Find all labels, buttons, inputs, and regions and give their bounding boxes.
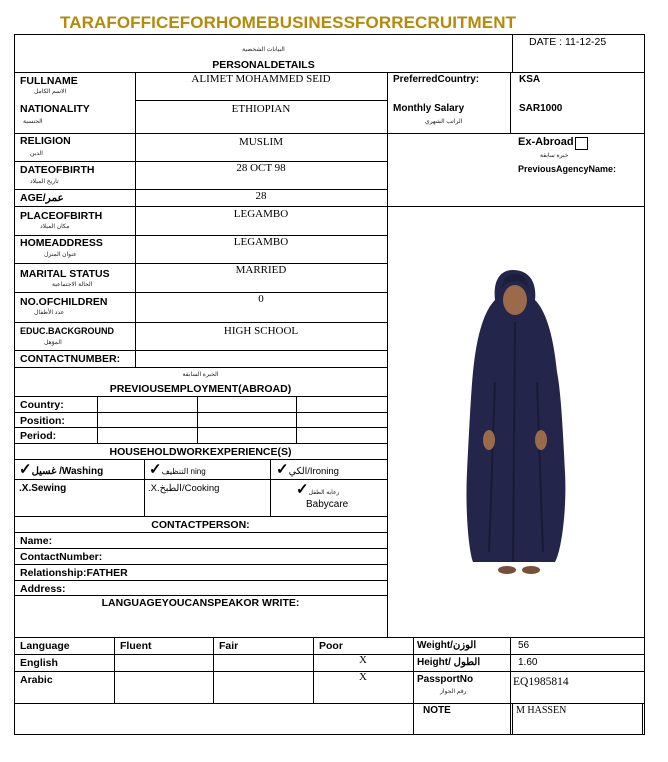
ex-abroad-checkbox[interactable]: [575, 137, 588, 150]
border-line: [197, 396, 198, 443]
dob-value: 28 OCT 98: [236, 162, 286, 174]
note-value: M HASSEN: [516, 705, 567, 716]
age-label: AGE/عمر: [20, 192, 64, 204]
checkmark-icon: ✓: [276, 461, 289, 478]
marital-label: MARITAL STATUS: [20, 268, 110, 280]
border-line: [14, 564, 387, 565]
border-line: [14, 350, 387, 351]
border-line: [14, 654, 645, 655]
border-line: [644, 34, 645, 734]
religion-value: MUSLIM: [238, 136, 283, 148]
educ-value: HIGH SCHOOL: [223, 325, 299, 337]
lang-header-fluent: Fluent: [120, 640, 152, 652]
home-address-label: HOMEADDRESS: [20, 237, 103, 249]
border-line: [14, 548, 387, 549]
personal-details-heading: PERSONALDETAILS: [212, 59, 315, 71]
contact-number-person-label: ContactNumber:: [20, 551, 103, 563]
passport-arabic: رقم الجواز: [440, 689, 467, 695]
dob-label: DATEOFBIRTH: [20, 164, 95, 176]
border-line: [14, 206, 645, 207]
sewing-label: .X.Sewing: [19, 483, 67, 494]
border-line: [14, 427, 387, 428]
religion-arabic: الدين: [30, 151, 43, 157]
contact-name-label: Name:: [20, 535, 53, 547]
border-line: [642, 703, 643, 734]
border-line: [512, 72, 645, 73]
left-hand: [483, 430, 495, 450]
educ-label: EDUC.BACKGROUND: [20, 326, 114, 336]
ironing-label: الكي/Ironing: [288, 466, 339, 477]
right-hand: [535, 430, 547, 450]
cleaning-item: [149, 460, 206, 479]
employment-heading: PREVIOUSEMPLOYMENT(ABROAD): [109, 383, 292, 395]
age-value: 28: [255, 190, 267, 202]
lang-header-poor: Poor: [319, 640, 343, 652]
monthly-salary-value: SAR1000: [519, 103, 563, 114]
religion-label: RELIGION: [20, 135, 71, 147]
date-label: DATE : 11-12-25: [529, 36, 607, 48]
ex-abroad-arabic: خبرة سابقة: [540, 153, 569, 159]
border-line: [14, 671, 645, 672]
employment-country-label: Country:: [20, 399, 64, 411]
marital-arabic: الحالة الاجتماعية: [52, 282, 93, 288]
dob-arabic: تاريخ الميلاد: [30, 179, 59, 185]
babycare-item: [296, 480, 339, 499]
fullname-label: FULLNAME: [20, 75, 78, 87]
lang-arabic: Arabic: [20, 674, 53, 686]
border-line: [14, 396, 387, 397]
checkmark-icon: ✓: [149, 461, 162, 478]
border-line: [97, 396, 98, 443]
home-address-arabic: عنوان المنزل: [44, 252, 77, 258]
border-line: [512, 703, 513, 734]
nationality-label: NATIONALITY: [20, 103, 90, 115]
border-line: [213, 637, 214, 703]
passport-value: EQ1985814: [513, 676, 569, 688]
fullname-arabic: الاسم الكامل: [34, 89, 67, 95]
lang-english: English: [20, 657, 58, 669]
lang-english-poor-mark: X: [359, 654, 367, 666]
nationality-value: ETHIOPIAN: [231, 103, 291, 115]
employment-period-label: Period:: [20, 430, 57, 442]
washing-label: غسيل /Washing: [31, 466, 104, 477]
employment-position-label: Position:: [20, 415, 65, 427]
right-foot: [522, 566, 540, 574]
children-value: 0: [258, 293, 264, 305]
document-title: TARAFOFFICEFORHOMEBUSINESSFORRECRUITMENT: [60, 13, 517, 32]
fullname-value: ALIMET MOHAMMED SEID: [191, 73, 331, 85]
address-label: Address:: [20, 583, 66, 595]
applicant-photo: [455, 262, 575, 582]
preferred-country-label: PreferredCountry:: [393, 74, 480, 85]
border-line: [14, 734, 645, 735]
relationship-label: Relationship:FATHER: [20, 567, 128, 579]
border-line: [14, 637, 645, 638]
monthly-salary-arabic: الراتب الشهري: [425, 119, 463, 125]
contact-number-label: CONTACTNUMBER:: [20, 353, 121, 365]
left-foot: [498, 566, 516, 574]
previous-agency-label: PreviousAgencyName:: [518, 164, 617, 174]
checkmark-icon: ✓: [19, 461, 32, 478]
monthly-salary-label: Monthly Salary: [393, 103, 465, 114]
weight-label: Weight/الوزن: [417, 640, 477, 651]
border-line: [14, 532, 387, 533]
pob-arabic: مكان الميلاد: [40, 224, 70, 230]
border-line: [296, 396, 297, 443]
employment-arabic: الخبرة السابقة: [182, 372, 219, 378]
border-line: [114, 637, 115, 703]
border-line: [510, 72, 511, 134]
lang-header-fair: Fair: [219, 640, 239, 652]
nationality-arabic: الجنسية: [23, 119, 43, 125]
border-line: [413, 637, 414, 734]
lang-header-language: Language: [20, 640, 70, 652]
pob-label: PLACEOFBIRTH: [20, 210, 103, 222]
pob-value: LEGAMBO: [233, 208, 289, 220]
border-line: [14, 580, 387, 581]
border-line: [313, 637, 314, 703]
ironing-item: [276, 460, 339, 479]
washing-item: [19, 460, 103, 479]
babycare-label: Babycare: [306, 499, 349, 510]
lang-arabic-poor-mark: X: [359, 671, 367, 683]
border-line: [387, 72, 388, 637]
personal-details-arabic: البيانات الشخصية: [242, 47, 285, 53]
marital-value: MARRIED: [235, 264, 287, 276]
height-label: Height/ الطول: [417, 657, 481, 668]
preferred-country-value: KSA: [519, 74, 541, 85]
cleaning-label: التنظيف ning: [161, 467, 206, 476]
cooking-label: .X.الطبخ/Cooking: [148, 483, 220, 494]
border-line: [270, 459, 271, 516]
children-label: NO.OFCHILDREN: [20, 296, 108, 308]
home-address-value: LEGAMBO: [233, 236, 289, 248]
household-heading: HOUSEHOLDWORKEXPERIENCE(S): [109, 446, 292, 458]
children-arabic: عدد الأطفال: [34, 310, 65, 316]
ex-abroad-label: Ex-Abroad: [518, 136, 574, 148]
checkmark-icon: ✓: [296, 481, 309, 498]
face-shape: [503, 285, 527, 315]
babycare-arabic: رعاية الطفل: [308, 490, 340, 496]
educ-arabic: المؤهل: [44, 340, 62, 346]
border-line: [144, 459, 145, 516]
language-heading: LANGUAGEYOUCANSPEAKOR WRITE:: [101, 597, 300, 609]
border-line: [135, 72, 136, 368]
border-line: [14, 516, 387, 517]
height-value: 1.60: [518, 657, 538, 668]
border-line: [135, 100, 387, 101]
border-line: [510, 637, 511, 734]
border-line: [14, 443, 387, 444]
note-label: NOTE: [423, 705, 451, 716]
border-line: [14, 133, 645, 134]
border-line: [14, 34, 645, 35]
border-line: [14, 367, 387, 368]
border-line: [14, 322, 387, 323]
contact-person-heading: CONTACTPERSON:: [151, 519, 250, 531]
border-line: [14, 703, 645, 704]
passport-label: PassportNo: [417, 674, 474, 685]
weight-value: 56: [518, 640, 530, 651]
border-line: [14, 595, 387, 596]
border-line: [14, 412, 387, 413]
